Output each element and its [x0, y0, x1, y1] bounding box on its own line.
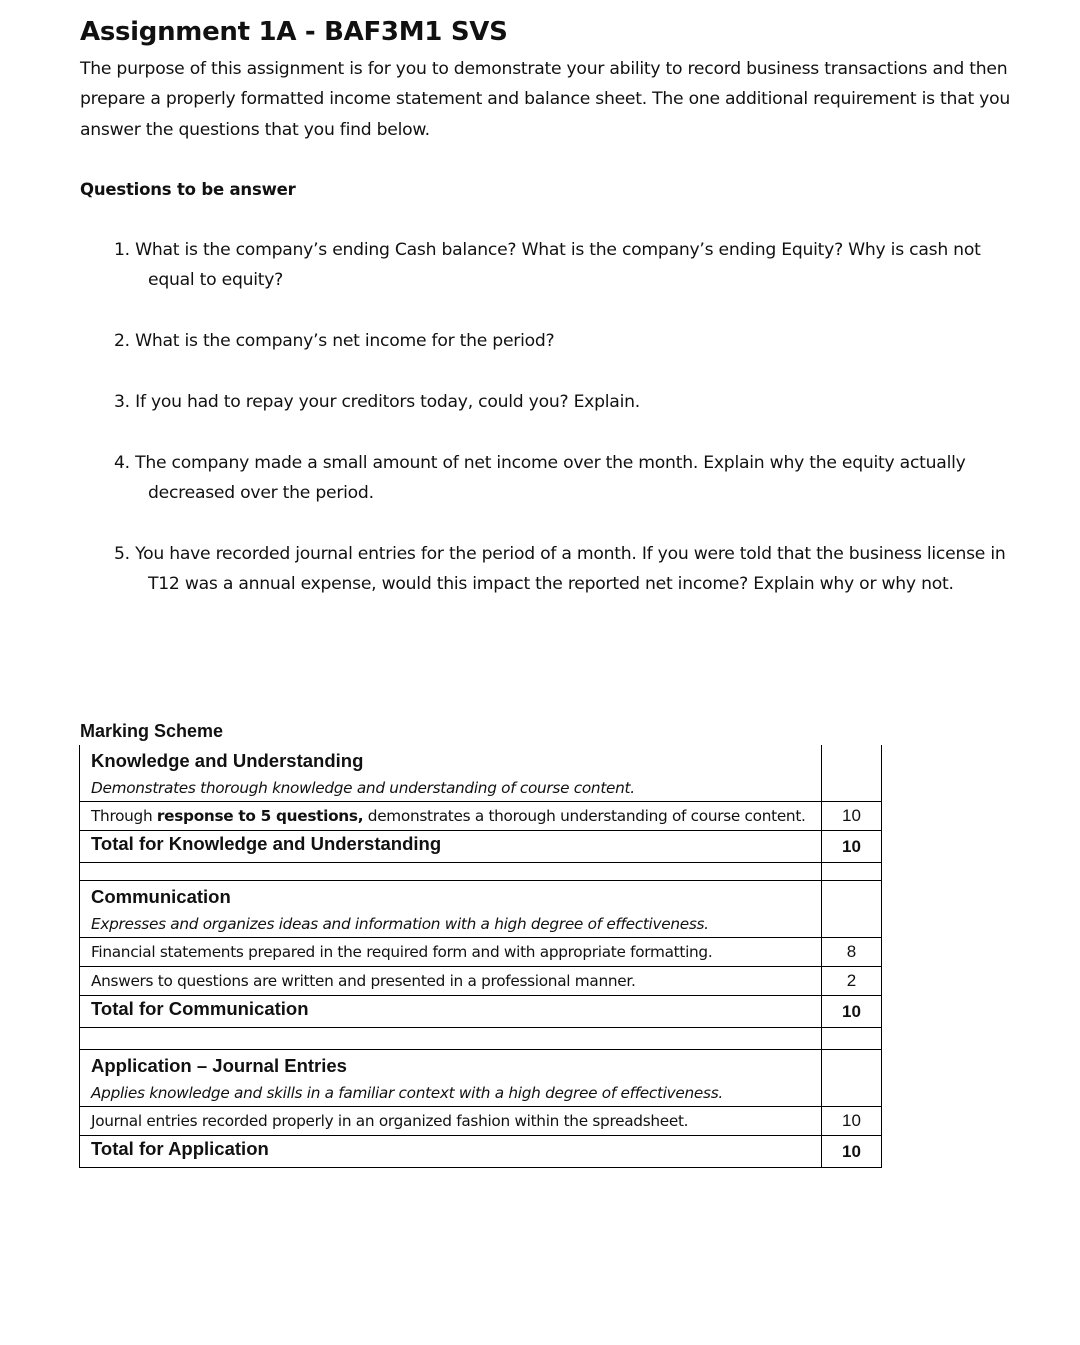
question-item: [80, 387, 1010, 417]
question-text: What is the company’s net income for the period?: [135, 330, 555, 351]
section-subtitle: Demonstrates thorough knowledge and understanding of course content.: [91, 779, 635, 797]
total-mark: 10: [822, 1136, 882, 1168]
total-row-application: [80, 1136, 882, 1168]
questions-heading: Questions to be answer: [80, 179, 296, 199]
total-row-knowledge: [80, 831, 882, 863]
total-mark: 10: [822, 996, 882, 1028]
total-label-cell: [80, 831, 822, 863]
spacer-cell: [822, 863, 882, 881]
mark-value: 10: [822, 802, 882, 831]
section-header-cell: [80, 881, 822, 938]
criterion-text: Through: [91, 807, 157, 825]
section-title: Knowledge and Understanding: [91, 750, 364, 771]
total-label: Total for Application: [91, 1137, 269, 1159]
spacer-cell: [80, 1028, 822, 1050]
question-item: [80, 235, 1010, 296]
question-text: You have recorded journal entries for the period of a month. If you were told that the business license in T12 was a annual expense, would this impact the reported net income? Explain why or why not.: [135, 543, 1006, 594]
section-subtitle: Applies knowledge and skills in a familiar context with a high degree of effectiveness.: [91, 1084, 723, 1102]
spacer-row: [80, 1028, 882, 1050]
questions-list: [80, 235, 1010, 599]
question-number: 5.: [114, 543, 130, 564]
section-header-cell: [80, 1050, 822, 1107]
criterion-text: Answers to questions are written and presented in a professional manner.: [80, 967, 822, 996]
total-row-communication: [80, 996, 882, 1028]
table-row: [80, 967, 882, 996]
section-header-knowledge: [80, 745, 882, 802]
total-label: Total for Communication: [91, 997, 309, 1019]
marking-scheme-title: Marking Scheme: [80, 721, 224, 741]
document-body: [80, 14, 1010, 630]
table-row: [80, 1107, 882, 1136]
section-title: Application – Journal Entries: [91, 1055, 347, 1076]
section-header-cell: [80, 745, 822, 802]
criterion-bold-text: response to 5 questions,: [156, 807, 364, 825]
total-label-cell: [80, 1136, 822, 1168]
section-header-application: [80, 1050, 882, 1107]
question-text: If you had to repay your creditors today, could you? Explain.: [135, 391, 640, 412]
mark-cell-empty: [822, 1050, 882, 1107]
section-header-communication: [80, 881, 882, 938]
question-item: [80, 539, 1010, 600]
section-subtitle: Expresses and organizes ideas and information with a high degree of effectiveness.: [91, 915, 709, 933]
mark-value: 8: [822, 938, 882, 967]
intro-paragraph: The purpose of this assignment is for you to demonstrate your ability to record business transactions and then prepare a properly formatted income statement and balance sheet. The one additional requirement is that you answer the questions that you find below.: [80, 59, 1011, 140]
page-title: Assignment 1A - BAF3M1 SVS: [80, 17, 508, 47]
spacer-cell: [80, 863, 822, 881]
question-text: What is the company’s ending Cash balance? What is the company’s ending Equity? Why is cash not equal to equity?: [135, 239, 981, 291]
question-item: [80, 326, 1010, 356]
question-number: 2.: [114, 330, 130, 351]
question-number: 4.: [114, 452, 130, 473]
mark-value: 10: [822, 1107, 882, 1136]
spacer-row: [80, 863, 882, 881]
section-title: Communication: [91, 886, 231, 907]
total-label-cell: [80, 996, 822, 1028]
criterion-text: demonstrates a thorough understanding of course content.: [363, 807, 806, 825]
total-mark: 10: [822, 831, 882, 863]
question-number: 1.: [114, 239, 130, 260]
question-text: The company made a small amount of net income over the month. Explain why the equity actually decreased over the period.: [135, 452, 966, 503]
spacer-cell: [822, 1028, 882, 1050]
mark-value: 2: [822, 967, 882, 996]
table-row: [80, 802, 882, 831]
criterion-text: Journal entries recorded properly in an organized fashion within the spreadsheet.: [80, 1107, 822, 1136]
total-label: Total for Knowledge and Understanding: [91, 832, 442, 854]
criterion-cell: [80, 802, 822, 831]
question-number: 3.: [114, 391, 130, 412]
mark-cell-empty: [822, 745, 882, 802]
table-row: [80, 938, 882, 967]
question-item: [80, 448, 1010, 509]
criterion-text: Financial statements prepared in the required form and with appropriate formatting.: [80, 938, 822, 967]
mark-cell-empty: [822, 881, 882, 938]
marking-scheme-table: [79, 745, 882, 1168]
